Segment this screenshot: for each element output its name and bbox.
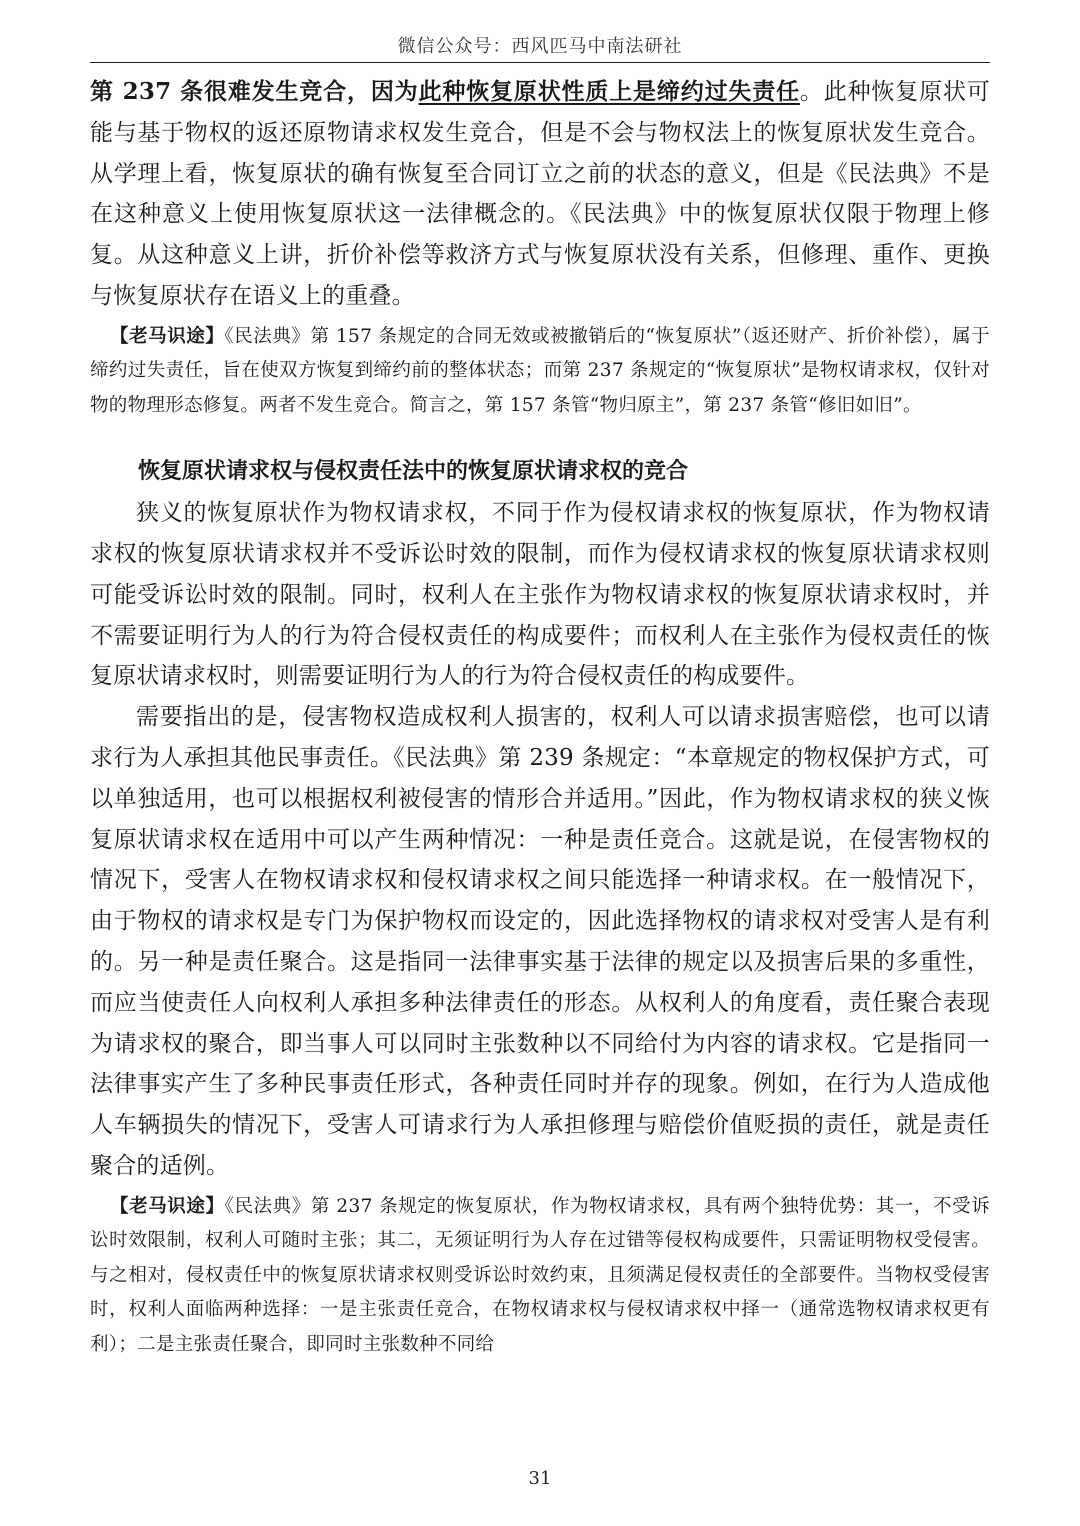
bold-lead-text: 第 237 条很难发生竞合，因为 (90, 78, 419, 105)
page-body (90, 72, 990, 1362)
commentary-tag: 【老马识途】 (110, 1195, 225, 1217)
paragraph-rest-text: 。此种恢复原状可能与基于物权的返还原物请求权发生竞合，但是不会与物权法上的恢复原状发生竞合。从学理上看，恢复原状的确有恢复至合同订立之前的状态的意义，但是《民法典》不是在这种意义上使用恢复原状这一法律概念的。《民法典》中的恢复原状仅限于物理上修复。从这种意义上讲，折价补偿等救济方式与恢复原状没有关系，但修理、重作、更换与恢复原状存在语义上的重叠。 (90, 79, 990, 309)
section-heading: 恢复原状请求权与侵权责任法中的恢复原状请求权的竞合 (138, 459, 689, 485)
commentary-note-1 (90, 320, 990, 424)
page-number: 31 (528, 1468, 552, 1489)
commentary-tag: 【老马识途】 (110, 325, 225, 347)
commentary-note-2 (90, 1190, 990, 1363)
bold-underlined-emphasis: 此种恢复原状性质上是缔约过失责任 (418, 78, 800, 105)
header-divider (90, 62, 990, 63)
page-header-source: 微信公众号：西风匹马中南法研社 (397, 36, 683, 57)
commentary-text: 《民法典》第 237 条规定的恢复原状，作为物权请求权，具有两个独特优势：其一，不受诉讼时效限制，权利人可随时主张；其二，无须证明行为人存在过错等侵权构成要件，只需证明物权受侵害。与之相对，侵权责任中的恢复原状请求权则受诉讼时效约束，且须满足侵权责任的全部要件。当物权受侵害时，权利人面临两种选择：一是主张责任竞合，在物权请求权与侵权请求权中择一（通常选物权请求权更有利）；二是主张责任聚合，即同时主张数种不同给 (90, 1195, 990, 1355)
paragraph-237-comparison (90, 72, 990, 317)
commentary-text: 《民法典》第 157 条规定的合同无效或被撤销后的“恢复原状”（返还财产、折价补偿），属于缔约过失责任，旨在使双方恢复到缔约前的整体状态；而第 237 条规定的“恢复原状”是物权请求权，仅针对物的物理形态修复。两者不发生竞合。简言之，第 157 条管“物归原主”，第 237 条管“修旧如旧”。 (90, 325, 990, 416)
paragraph-liability-concurrence: 需要指出的是，侵害物权造成权利人损害的，权利人可以请求损害赔偿，也可以请求行为人承担其他民事责任。《民法典》第 239 条规定：“本章规定的物权保护方式，可以单独适用，也可以根据权利被侵害的情形合并适用。”因此，作为物权请求权的狭义恢复原状请求权在适用中可以产生两种情况：一种是责任竞合。这就是说，在侵害物权的情况下，受害人在物权请求权和侵权请求权之间只能选择一种请求权。在一般情况下，由于物权的请求权是专门为保护物权而设定的，因此选择物权的请求权对受害人是有利的。另一种是责任聚合。这是指同一法律事实基于法律的规定以及损害后果的多重性，而应当使责任人向权利人承担多种法律责任的形态。从权利人的角度看，责任聚合表现为请求权的聚合，即当事人可以同时主张数种以不同给付为内容的请求权。它是指同一法律事实产生了多种民事责任形式，各种责任同时并存的现象。例如，在行为人造成他人车辆损失的情况下，受害人可请求行为人承担修理与赔偿价值贬损的责任，就是责任聚合的适例。 (90, 704, 990, 1180)
paragraph-narrow-restoration: 狭义的恢复原状作为物权请求权，不同于作为侵权请求权的恢复原状，作为物权请求权的恢复原状请求权并不受诉讼时效的限制，而作为侵权请求权的恢复原状请求权则可能受诉讼时效的限制。同时，权利人在主张作为物权请求权的恢复原状请求权时，并不需要证明行为人的行为符合侵权责任的构成要件；而权利人在主张作为侵权责任的恢复原状请求权时，则需要证明行为人的行为符合侵权责任的构成要件。 (90, 500, 990, 690)
